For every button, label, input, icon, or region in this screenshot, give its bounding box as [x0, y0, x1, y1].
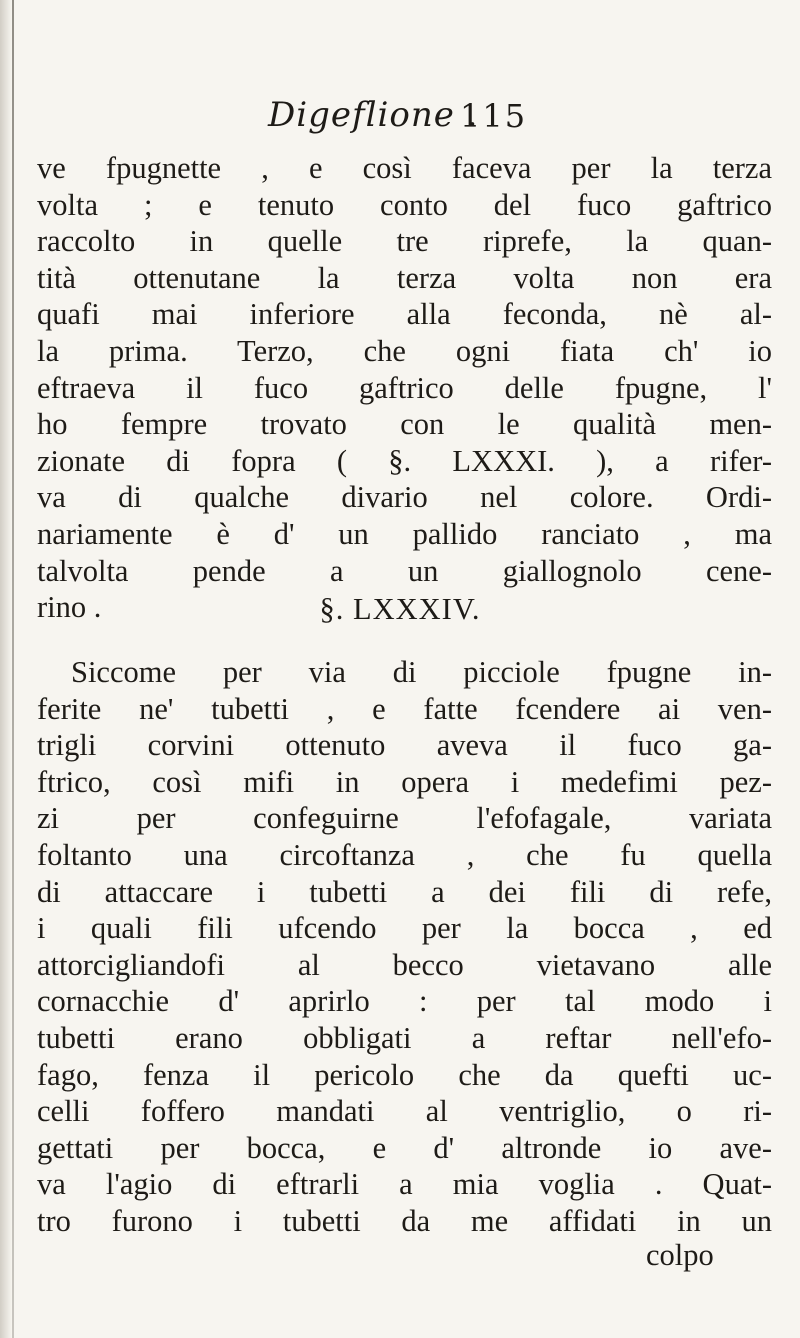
- text-line: cornacchie d' aprirlo : per tal modo i: [37, 984, 772, 1019]
- section-heading: §. LXXXIV.: [319, 592, 481, 626]
- text-line: volta ; e tenuto conto del fuco gaftrico: [37, 187, 772, 222]
- text-line: tubetti erano obbligati a reftar nell'efo-: [37, 1020, 772, 1055]
- text-line: ferite ne' tubetti , e fatte fcendere ai ven-: [37, 691, 772, 726]
- text-line: trigli corvini ottenuto aveva il fuco ga-: [37, 728, 772, 763]
- text-line: quafi mai inferiore alla feconda, nè al-: [37, 297, 772, 332]
- binding-shadow: [0, 0, 12, 1338]
- text-line: eftraeva il fuco gaftrico delle fpugne, l': [37, 370, 772, 405]
- text-line: i quali fili ufcendo per la bocca , ed: [37, 911, 772, 946]
- text-line: ho fempre trovato con le qualità men-: [37, 407, 772, 442]
- running-title: Digeflione .: [268, 95, 479, 135]
- text-line: attorcigliandofi al becco vietavano alle: [37, 947, 772, 982]
- text-line: va di qualche divario nel colore. Ordi-: [37, 480, 772, 515]
- text-line: celli foffero mandati al ventriglio, o ri-: [37, 1094, 772, 1129]
- paragraph-1: [37, 150, 772, 626]
- text-line: la prima. Terzo, che ogni fiata ch' io: [37, 333, 772, 368]
- page-edge-line: [12, 0, 14, 1338]
- text-line: zi per confeguirne l'efofagale, variata: [37, 801, 772, 836]
- text-line: ve fpugnette , e così faceva per la terza: [37, 151, 772, 185]
- text-line: tro furono i tubetti da me affidati in un: [37, 1203, 772, 1238]
- text-line: Siccome per via di picciole fpugne in-: [71, 655, 772, 689]
- text-line: tità ottenutane la terza volta non era: [37, 260, 772, 295]
- text-line: raccolto in quelle tre riprefe, la quan-: [37, 224, 772, 259]
- text-line: gettati per bocca, e d' altronde io ave-: [37, 1130, 772, 1165]
- paragraph-2: [37, 654, 772, 1240]
- text-line: zionate di fopra ( §. LXXXI. ), a rifer-: [37, 443, 772, 478]
- text-line: foltanto una circoftanza , che fu quella: [37, 837, 772, 872]
- catchword: colpo: [646, 1238, 714, 1272]
- text-line: talvolta pende a un giallognolo cene-: [37, 553, 772, 588]
- running-header: [60, 95, 780, 155]
- text-line: di attaccare i tubetti a dei fili di refe,: [37, 874, 772, 909]
- text-line: rino .: [37, 590, 102, 625]
- text-line: nariamente è d' un pallido ranciato , ma: [37, 516, 772, 551]
- text-line: ftrico, così mifi in opera i medefimi pez-: [37, 764, 772, 799]
- text-line: fago, fenza il pericolo che da quefti uc-: [37, 1057, 772, 1092]
- page-number: 115: [460, 97, 528, 135]
- text-line: va l'agio di eftrarli a mia voglia . Quat-: [37, 1167, 772, 1202]
